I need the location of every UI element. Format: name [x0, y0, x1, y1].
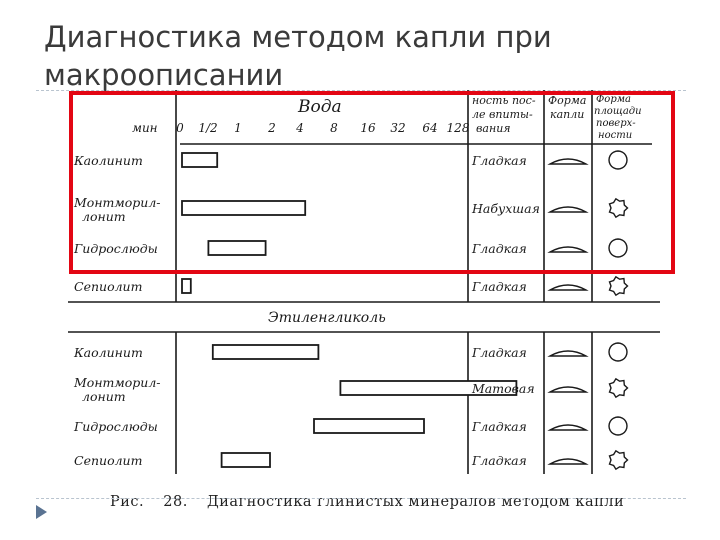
col-surface-line-3: вания — [476, 122, 511, 135]
drop-shape-icon — [550, 247, 586, 252]
col-drop-line-2: капли — [550, 108, 585, 121]
col-surface-line-1: ность пос- — [472, 94, 536, 107]
time-tick-label: 1/2 — [198, 121, 218, 135]
surface-value: Матовая — [472, 381, 535, 396]
caption-text: Диагностика глинистых минералов методом капли — [206, 494, 625, 510]
outline-shape-icon — [610, 451, 628, 469]
time-tick-label: 32 — [390, 121, 406, 135]
col-outline-line-1: Форма — [596, 94, 631, 105]
bottom-divider — [36, 498, 686, 499]
col-outline-line-2: площади — [594, 106, 642, 117]
col-outline-line-3: поверх- — [596, 118, 636, 129]
mineral-name: Сепиолит — [74, 279, 143, 294]
mineral-name: Каолинит — [74, 345, 143, 360]
col-drop-line-1: Форма — [548, 94, 587, 107]
duration-bar — [222, 453, 270, 467]
surface-value: Гладкая — [472, 279, 527, 294]
time-tick-label: 0 — [176, 121, 184, 135]
glycol-header: Этиленгликоль — [268, 310, 386, 326]
time-tick-label: 4 — [296, 121, 304, 135]
surface-value: Гладкая — [472, 241, 527, 256]
bullet-marker — [36, 505, 47, 519]
drop-shape-icon — [550, 285, 586, 290]
water-header: Вода — [298, 97, 342, 117]
surface-value: Набухшая — [472, 201, 540, 216]
time-tick-label: 8 — [330, 121, 338, 135]
duration-bar — [182, 153, 217, 167]
time-tick-label: 1 — [234, 121, 242, 135]
caption-prefix: Рис. — [110, 494, 145, 510]
min-label: мин — [132, 121, 158, 135]
mineral-name: лонит — [82, 389, 126, 404]
outline-shape-icon — [609, 239, 627, 257]
col-outline-line-4: ности — [598, 130, 633, 141]
duration-bar — [314, 419, 424, 433]
drop-shape-icon — [550, 387, 586, 392]
table-figure — [68, 90, 660, 474]
time-tick-label: 128 — [446, 121, 470, 135]
mineral-name: лонит — [82, 209, 126, 224]
outline-shape-icon — [609, 417, 627, 435]
surface-value: Гладкая — [472, 419, 527, 434]
outline-shape-icon — [610, 379, 628, 397]
mineral-name: Каолинит — [74, 153, 143, 168]
drop-shape-icon — [550, 207, 586, 212]
mineral-name: Гидрослюды — [74, 241, 158, 256]
table-figure-svg — [68, 90, 660, 474]
time-ticks — [176, 121, 470, 135]
outline-shape-icon — [609, 343, 627, 361]
time-tick-label: 64 — [422, 121, 438, 135]
surface-value: Гладкая — [472, 153, 527, 168]
surface-value: Гладкая — [472, 453, 527, 468]
mineral-name: Монтморил- — [74, 375, 161, 390]
slide-title: Диагностика методом капли при макроописании — [44, 20, 552, 92]
drop-shape-icon — [550, 425, 586, 430]
time-tick-label: 16 — [360, 121, 376, 135]
outline-shape-icon — [609, 151, 627, 169]
drop-shape-icon — [550, 159, 586, 164]
mineral-name: Гидрослюды — [74, 419, 158, 434]
figure-caption — [110, 494, 638, 510]
duration-bar — [213, 345, 319, 359]
drop-shape-icon — [550, 459, 586, 464]
surface-value: Гладкая — [472, 345, 527, 360]
mineral-name: Монтморил- — [74, 195, 161, 210]
outline-shape-icon — [610, 199, 628, 217]
duration-bar — [182, 279, 191, 293]
outline-shape-icon — [610, 277, 628, 295]
mineral-name: Сепиолит — [74, 453, 143, 468]
table-grid — [68, 90, 660, 474]
time-tick-label: 2 — [268, 121, 276, 135]
duration-bar — [182, 201, 305, 215]
drop-shape-icon — [550, 351, 586, 356]
duration-bar — [208, 241, 265, 255]
col-surface-line-2: ле впиты- — [472, 108, 533, 121]
caption-number: 28. — [163, 494, 188, 510]
